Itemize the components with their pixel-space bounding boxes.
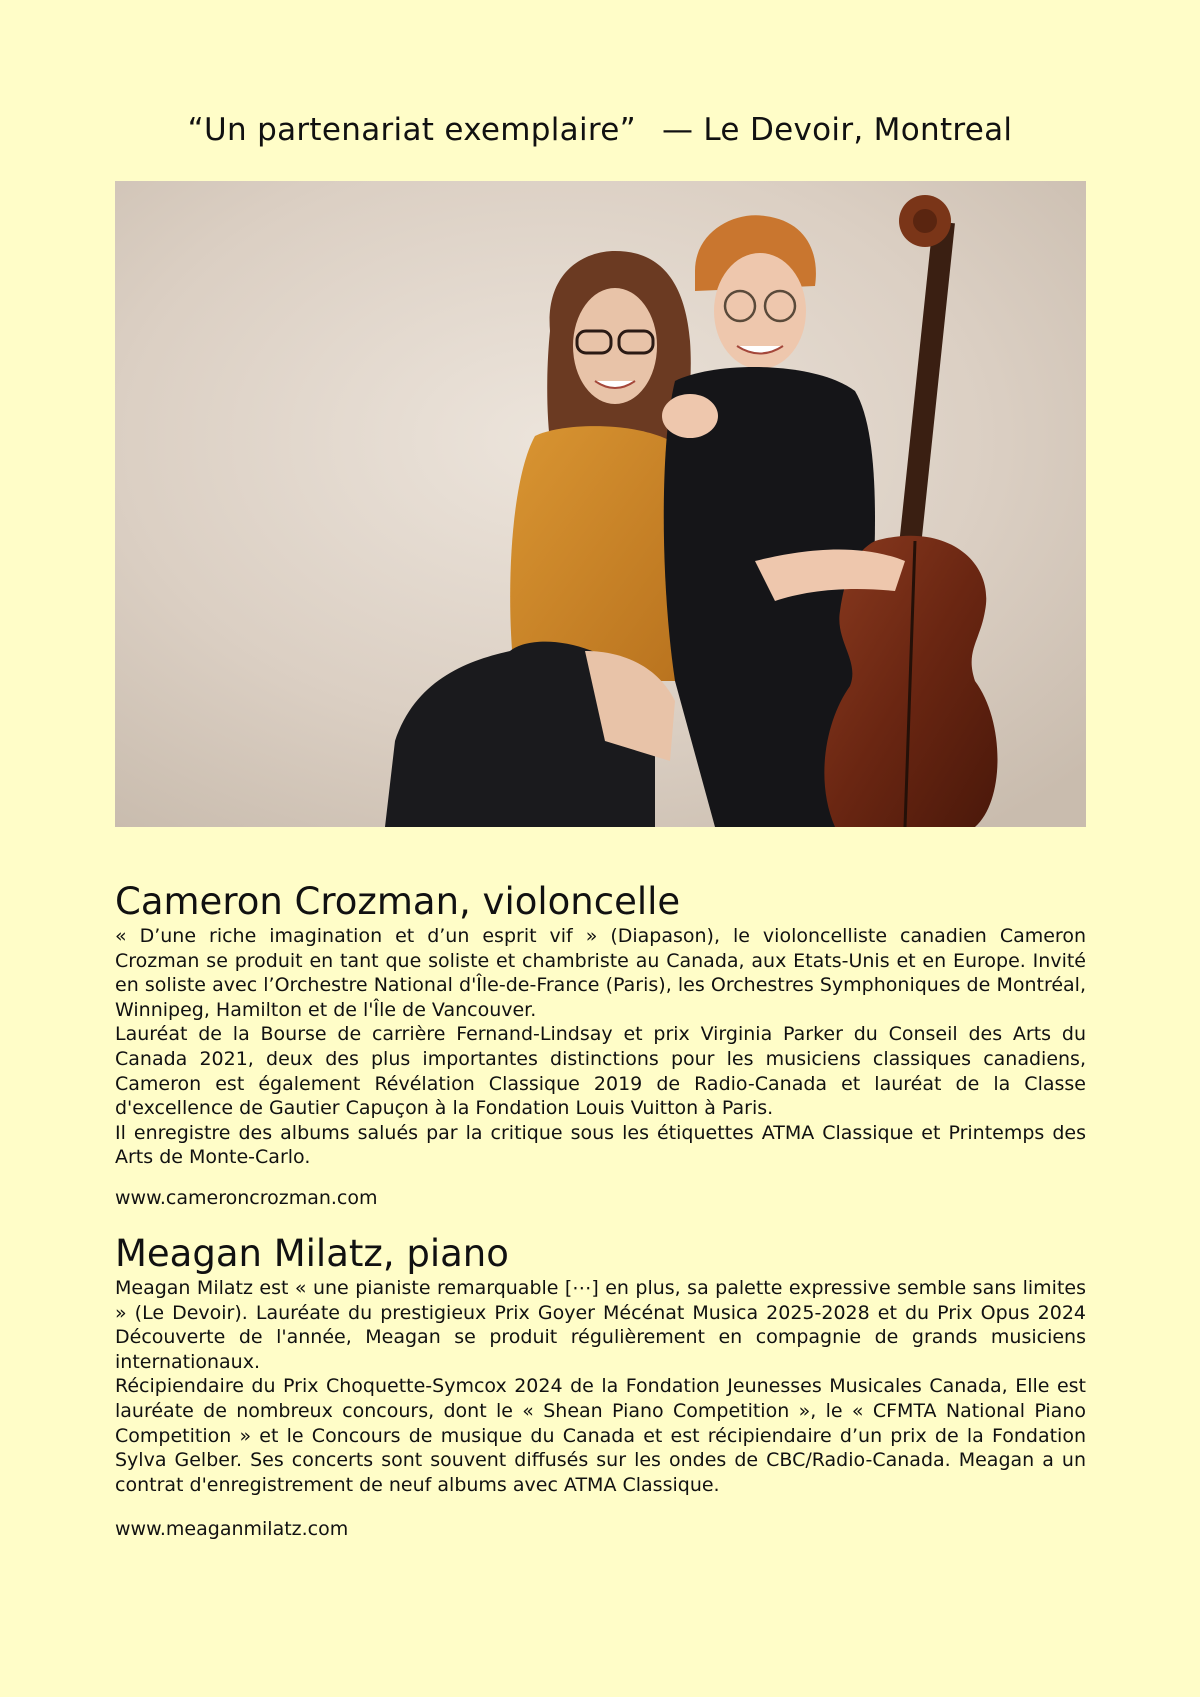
bio-paragraph: Il enregistre des albums salués par la critique sous les étiquettes ATMA Classique et Printemps des Arts de Monte-Carlo. bbox=[115, 1121, 1086, 1169]
quote-text: “Un partenariat exemplaire” bbox=[187, 112, 636, 148]
website-link[interactable]: www.cameroncrozman.com bbox=[115, 1187, 378, 1209]
duo-portrait-photo bbox=[115, 181, 1086, 827]
bio-title: Meagan Milatz, piano bbox=[115, 1232, 509, 1275]
photo-illustration bbox=[115, 181, 1086, 827]
press-quote bbox=[0, 112, 1200, 148]
bio-title: Cameron Crozman, violoncelle bbox=[115, 880, 681, 923]
website-link[interactable]: www.meaganmilatz.com bbox=[115, 1518, 349, 1540]
quote-attribution: — Le Devoir, Montreal bbox=[661, 112, 1013, 148]
bio-paragraph: Meagan Milatz est « une pianiste remarquable [⋯] en plus, sa palette expressive semble sans limites » (Le Devoir). Lauréate du prestigieux Prix Goyer Mécénat Musica 2025-2028 et du Prix Opus 2024 Découverte de l'année, Meagan se produit régulièrement en compagnie de grands musiciens internationaux. bbox=[115, 1277, 1086, 1373]
bio-paragraph: « D’une riche imagination et d’un esprit vif » (Diapason), le violoncelliste canadien Cameron Crozman se produit en tant que soliste et chambriste au Canada, aux Etats-Unis et en Europe. Invité en soliste avec l’Orchestre National d'Île-de-France (Paris), les Orchestres Symphoniques de Montréal, Winnipeg, Hamilton et de l'Île de Vancouver. bbox=[115, 925, 1086, 1021]
bio-meagan-milatz bbox=[115, 1232, 1086, 1540]
bio-paragraph: Récipiendaire du Prix Choquette-Symcox 2024 de la Fondation Jeunesses Musicales Canada, Elle est lauréate de nombreux concours, dont le « Shean Piano Competition », le « CFMTA National Piano Competition » et le Concours de musique du Canada et est récipiendaire d’un prix de la Fondation Sylva Gelber. Ses concerts sont souvent diffusés sur les ondes de CBC/Radio-Canada. Meagan a un contrat d'enregistrement de neuf albums avec ATMA Classique. bbox=[115, 1375, 1086, 1496]
bio-paragraph: Lauréat de la Bourse de carrière Fernand-Lindsay et prix Virginia Parker du Conseil des Arts du Canada 2021, deux des plus importantes distinctions pour les musiciens classiques canadiens, Cameron est également Révélation Classique 2019 de Radio-Canada et lauréat de la Classe d'excellence de Gautier Capuçon à la Fondation Louis Vuitton à Paris. bbox=[115, 1023, 1086, 1120]
bio-cameron-crozman bbox=[115, 880, 1086, 1209]
